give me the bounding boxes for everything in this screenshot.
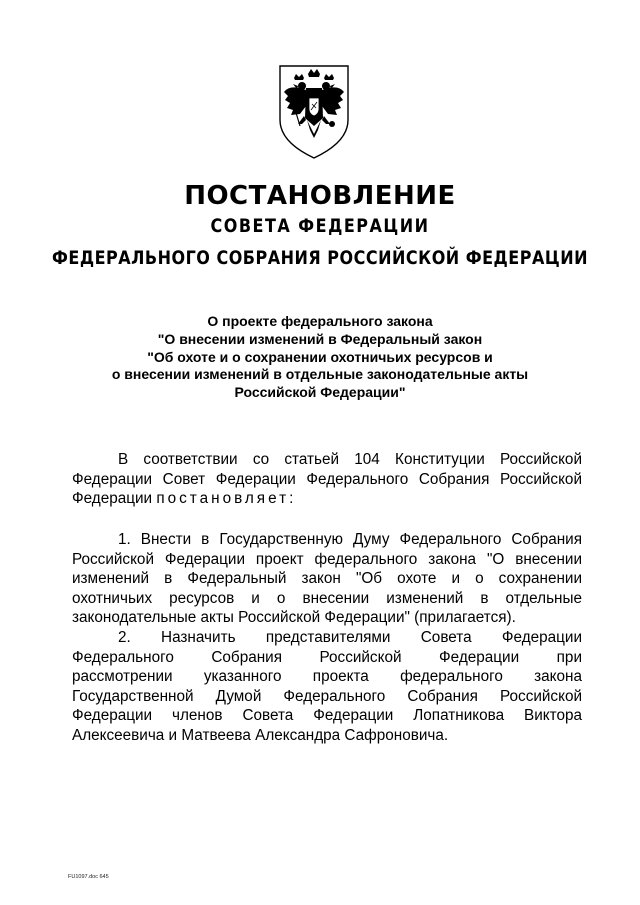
item1-line: Российской Федерации проект федерального закона "О внесении (72, 550, 582, 568)
item2-line: Алексеевича и Матвеева Александра Сафроновича. (72, 726, 449, 744)
preamble-paragraph (72, 450, 582, 509)
item2-line: Федерации членов Совета Федерации Лопатникова Виктора (72, 707, 582, 725)
item2-line: 2. Назначить представителями Совета Федерации (118, 628, 582, 646)
issuing-body-line2: ФЕДЕРАЛЬНОГО СОБРАНИЯ РОССИЙСКОЙ ФЕДЕРАЦИИ (52, 246, 588, 269)
subject-line: О проекте федерального закона (207, 313, 433, 329)
issuing-body-line1: СОВЕТА ФЕДЕРАЦИИ (210, 214, 430, 237)
file-code-footer: FU1097.doc 645 (68, 874, 109, 880)
preamble-line: В соответствии со статьей 104 Конституции Российской (118, 451, 582, 468)
preamble-line: Федерации (72, 490, 153, 508)
preamble-line: Федерации Совет Федерации Федерального Собрания Российской (72, 470, 582, 488)
item1-line: 1. Внести в Государственную Думу Федерального Собрания (118, 531, 582, 548)
coat-of-arms-emblem (276, 62, 352, 162)
document-title: ПОСТАНОВЛЕНИЕ (184, 181, 456, 211)
document-subject (60, 313, 580, 402)
resolution-keyword: постановляет: (156, 490, 297, 508)
item2-line: Федерального Собрания Российской Федерации при (72, 648, 582, 666)
item1-line: законодательные акты Российской Федерации" (прилагается). (72, 609, 516, 627)
subject-line: о внесении изменений в отдельные законодательные акты (111, 366, 529, 383)
item1-line: охотничьих ресурсов и о внесении изменений в отдельные (72, 589, 582, 607)
subject-line: "О внесении изменений в Федеральный закон (157, 330, 483, 347)
resolution-items (72, 530, 582, 746)
double-headed-eagle-icon (276, 62, 352, 162)
item2-line: Государственной Думой Федерального Собрания Российской (72, 687, 582, 705)
item1-line: изменений в Федеральный закон "Об охоте и о сохранении (72, 570, 582, 588)
item2-line: рассмотрении указанного проекта федерального закона (72, 668, 582, 686)
preamble-last-line (72, 489, 582, 509)
subject-line: "Об охоте и о сохранении охотничьих ресурсов и (147, 348, 493, 365)
subject-line: Российской Федерации" (234, 384, 406, 401)
